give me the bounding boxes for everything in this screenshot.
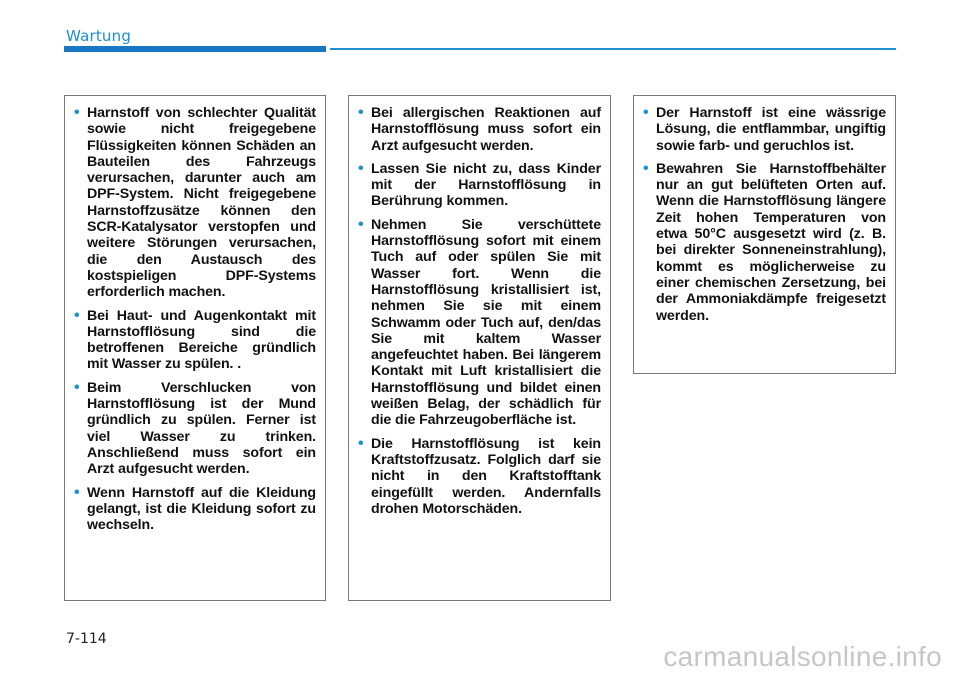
warning-box-2 xyxy=(348,95,611,601)
list-item: • Wenn Harnstoff auf die Kleidung gelangt, ist die Kleidung sofort zu wechseln. xyxy=(74,485,316,534)
bullet-list-1 xyxy=(74,105,316,533)
list-item: • Harnstoff von schlechter Qualität sowie nicht freigegebene Flüssigkeiten können Schäden an Bauteilen des Fahrzeugs verursachen, darunter auch am DPF-System. Nicht freigegebene Harnstoffzusätze können den SCR-Katalysator verstopfen und weitere Störungen verursachen, die den Austausch des kostspieligen DPF-Systems erforderlich machen. xyxy=(74,105,316,301)
watermark: carmanualsonline.info xyxy=(663,641,942,672)
list-item: • Der Harnstoff ist eine wässrige Lösung, die entflammbar, ungiftig sowie farb- und geruchlos ist. xyxy=(643,105,886,154)
list-item: • Lassen Sie nicht zu, dass Kinder mit der Harnstofflösung in Berührung kommen. xyxy=(358,161,601,210)
list-item: • Bewahren Sie Harnstoffbehälter nur an gut belüfteten Orten auf. Wenn die Harnstofflösung längere Zeit hohen Temperaturen von etwa 50°C ausgesetzt wird (z. B. bei direkter Sonneneinstrahlung), kommt es möglicherweise zu einer chemischen Zersetzung, bei der Ammoniakdämpfe freigesetzt werden. xyxy=(643,161,886,324)
header-bar-dark xyxy=(64,46,326,52)
list-item: • Nehmen Sie verschüttete Harnstofflösung sofort mit einem Tuch auf oder spülen Sie mit Wasser fort. Wenn die Harnstofflösung kristallisiert ist, nehmen Sie sie mit einem Schwamm oder Tuch auf, den/das Sie mit kaltem Wasser angefeuchtet haben. Bei längerem Kontakt mit Luft kristallisiert die Harnstofflösung und bildet einen weißen Belag, der schädlich für die die Fahrzeugoberfläche ist. xyxy=(358,217,601,429)
warning-box-1 xyxy=(64,95,326,601)
bullet-list-2 xyxy=(358,105,601,517)
page-number: 7-114 xyxy=(66,631,107,647)
list-item: • Bei Haut- und Augenkontakt mit Harnstofflösung sind die betroffenen Bereiche gründlich mit Wasser zu spülen. . xyxy=(74,308,316,373)
list-item: • Bei allergischen Reaktionen auf Harnstofflösung muss sofort ein Arzt aufgesucht werden. xyxy=(358,105,601,154)
list-item: • Die Harnstofflösung ist kein Kraftstoffzusatz. Folglich darf sie nicht in den Kraftstofftank eingefüllt werden. Andernfalls drohen Motorschäden. xyxy=(358,436,601,517)
header-bar-light xyxy=(330,48,896,50)
warning-box-3 xyxy=(633,95,896,374)
section-title: Wartung xyxy=(66,27,132,45)
bullet-list-3 xyxy=(643,105,886,324)
list-item: • Beim Verschlucken von Harnstofflösung ist der Mund gründlich zu spülen. Ferner ist viel Wasser zu trinken. Anschließend muss sofort ein Arzt aufgesucht werden. xyxy=(74,380,316,478)
